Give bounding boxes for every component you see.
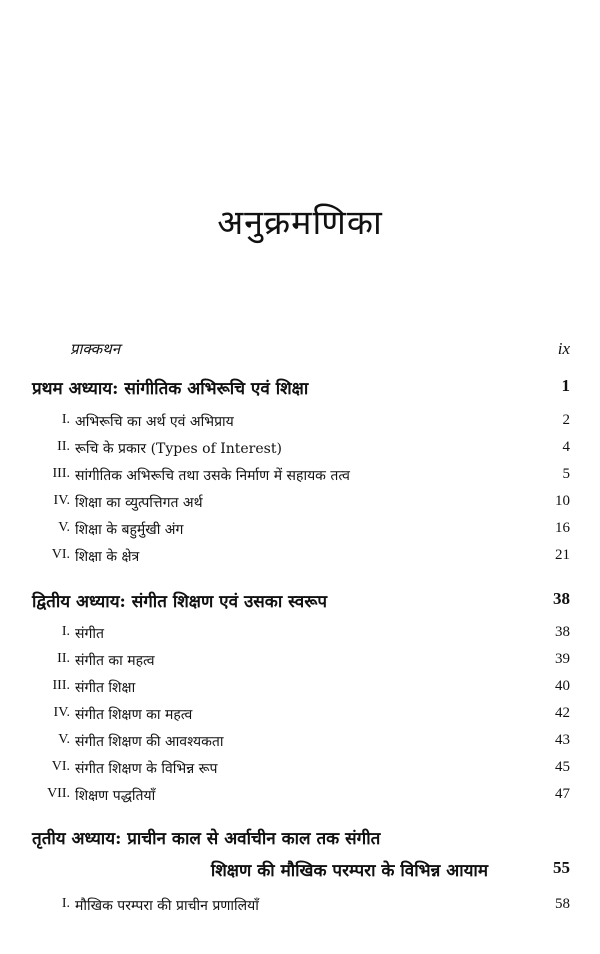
chapter-3-title-line1: तृतीय अध्याय: प्राचीन काल से अर्वाचीन काल तक संगीत — [32, 829, 381, 849]
toc-entry[interactable] — [0, 547, 600, 575]
section-title: संगीत शिक्षण के विभिन्न रूप — [75, 761, 218, 777]
preface-page: ix — [557, 339, 570, 358]
chapter-3-title-line2: शिक्षण की मौखिक परम्परा के विभिन्न आयाम — [210, 861, 488, 881]
section-title: संगीत शिक्षण का महत्व — [75, 707, 193, 723]
toc-entry[interactable] — [0, 624, 600, 652]
section-page: 58 — [555, 896, 570, 912]
chapter-1-title: प्रथम अध्याय: सांगीतिक अभिरूचि एवं शिक्षा — [32, 379, 309, 399]
toc-entry[interactable] — [0, 759, 600, 787]
toc-entry[interactable] — [0, 439, 600, 467]
preface-label: प्राक्कथन — [70, 340, 121, 358]
section-page: 2 — [562, 412, 570, 428]
toc-entry[interactable] — [0, 705, 600, 733]
section-title: शिक्षा का व्युत्पत्तिगत अर्थ — [75, 495, 203, 511]
toc-entry[interactable] — [0, 896, 600, 924]
toc-entry[interactable] — [0, 412, 600, 440]
toc-entry[interactable] — [0, 678, 600, 706]
section-title: संगीत — [75, 626, 104, 642]
toc-entry[interactable] — [0, 466, 600, 494]
chapter-2-entry[interactable] — [0, 589, 600, 617]
section-title: संगीत का महत्व — [75, 653, 155, 669]
section-page: 39 — [555, 651, 570, 667]
section-title: संगीत शिक्षा — [75, 680, 136, 696]
toc-entry[interactable] — [0, 651, 600, 679]
section-number: II. — [57, 651, 70, 666]
section-page: 40 — [555, 678, 570, 694]
section-number: III. — [52, 678, 70, 693]
toc-entry[interactable] — [0, 493, 600, 521]
section-page: 43 — [555, 732, 570, 748]
chapter-1-entry[interactable] — [0, 376, 600, 404]
section-page: 21 — [555, 547, 570, 563]
section-page: 10 — [555, 493, 570, 509]
section-number: VI. — [51, 759, 70, 774]
section-page: 38 — [555, 624, 570, 640]
section-page: 5 — [562, 466, 570, 482]
section-number: V. — [58, 732, 70, 747]
section-page: 45 — [555, 759, 570, 775]
section-number: I. — [61, 896, 70, 911]
section-number: I. — [61, 412, 70, 427]
chapter-2-title: द्वितीय अध्याय: संगीत शिक्षण एवं उसका स्वरूप — [32, 592, 328, 612]
section-number: IV. — [53, 493, 70, 508]
section-title: शिक्षा के क्षेत्र — [75, 549, 140, 565]
section-number: IV. — [53, 705, 70, 720]
section-title: सांगीतिक अभिरूचि तथा उसके निर्माण में सहायक तत्व — [75, 468, 350, 484]
section-title: रूचि के प्रकार (Types of Interest) — [75, 441, 282, 457]
page-title: अनुक्रमणिका — [217, 203, 383, 243]
section-page: 47 — [555, 786, 570, 802]
section-number: I. — [61, 624, 70, 639]
section-title: अभिरूचि का अर्थ एवं अभिप्राय — [75, 414, 234, 430]
section-page: 4 — [562, 439, 570, 455]
toc-entry[interactable] — [0, 520, 600, 548]
section-title: मौखिक परम्परा की प्राचीन प्रणालियाँ — [75, 898, 259, 914]
chapter-3-page: 55 — [553, 858, 570, 877]
section-page: 16 — [555, 520, 570, 536]
chapter-2-page: 38 — [553, 589, 570, 608]
toc-entry[interactable] — [0, 732, 600, 760]
chapter-1-page: 1 — [561, 376, 570, 395]
section-number: III. — [52, 466, 70, 481]
section-title: शिक्षण पद्धतियाँ — [75, 788, 156, 804]
section-title: संगीत शिक्षण की आवश्यकता — [75, 734, 224, 750]
section-number: VII. — [47, 786, 70, 801]
section-number: II. — [57, 439, 70, 454]
section-title: शिक्षा के बहुर्मुखी अंग — [75, 522, 184, 538]
section-number: V. — [58, 520, 70, 535]
section-page: 42 — [555, 705, 570, 721]
section-number: VI. — [51, 547, 70, 562]
chapter-3-entry[interactable] — [0, 826, 600, 886]
toc-entry[interactable] — [0, 786, 600, 814]
preface-entry[interactable] — [0, 339, 600, 367]
